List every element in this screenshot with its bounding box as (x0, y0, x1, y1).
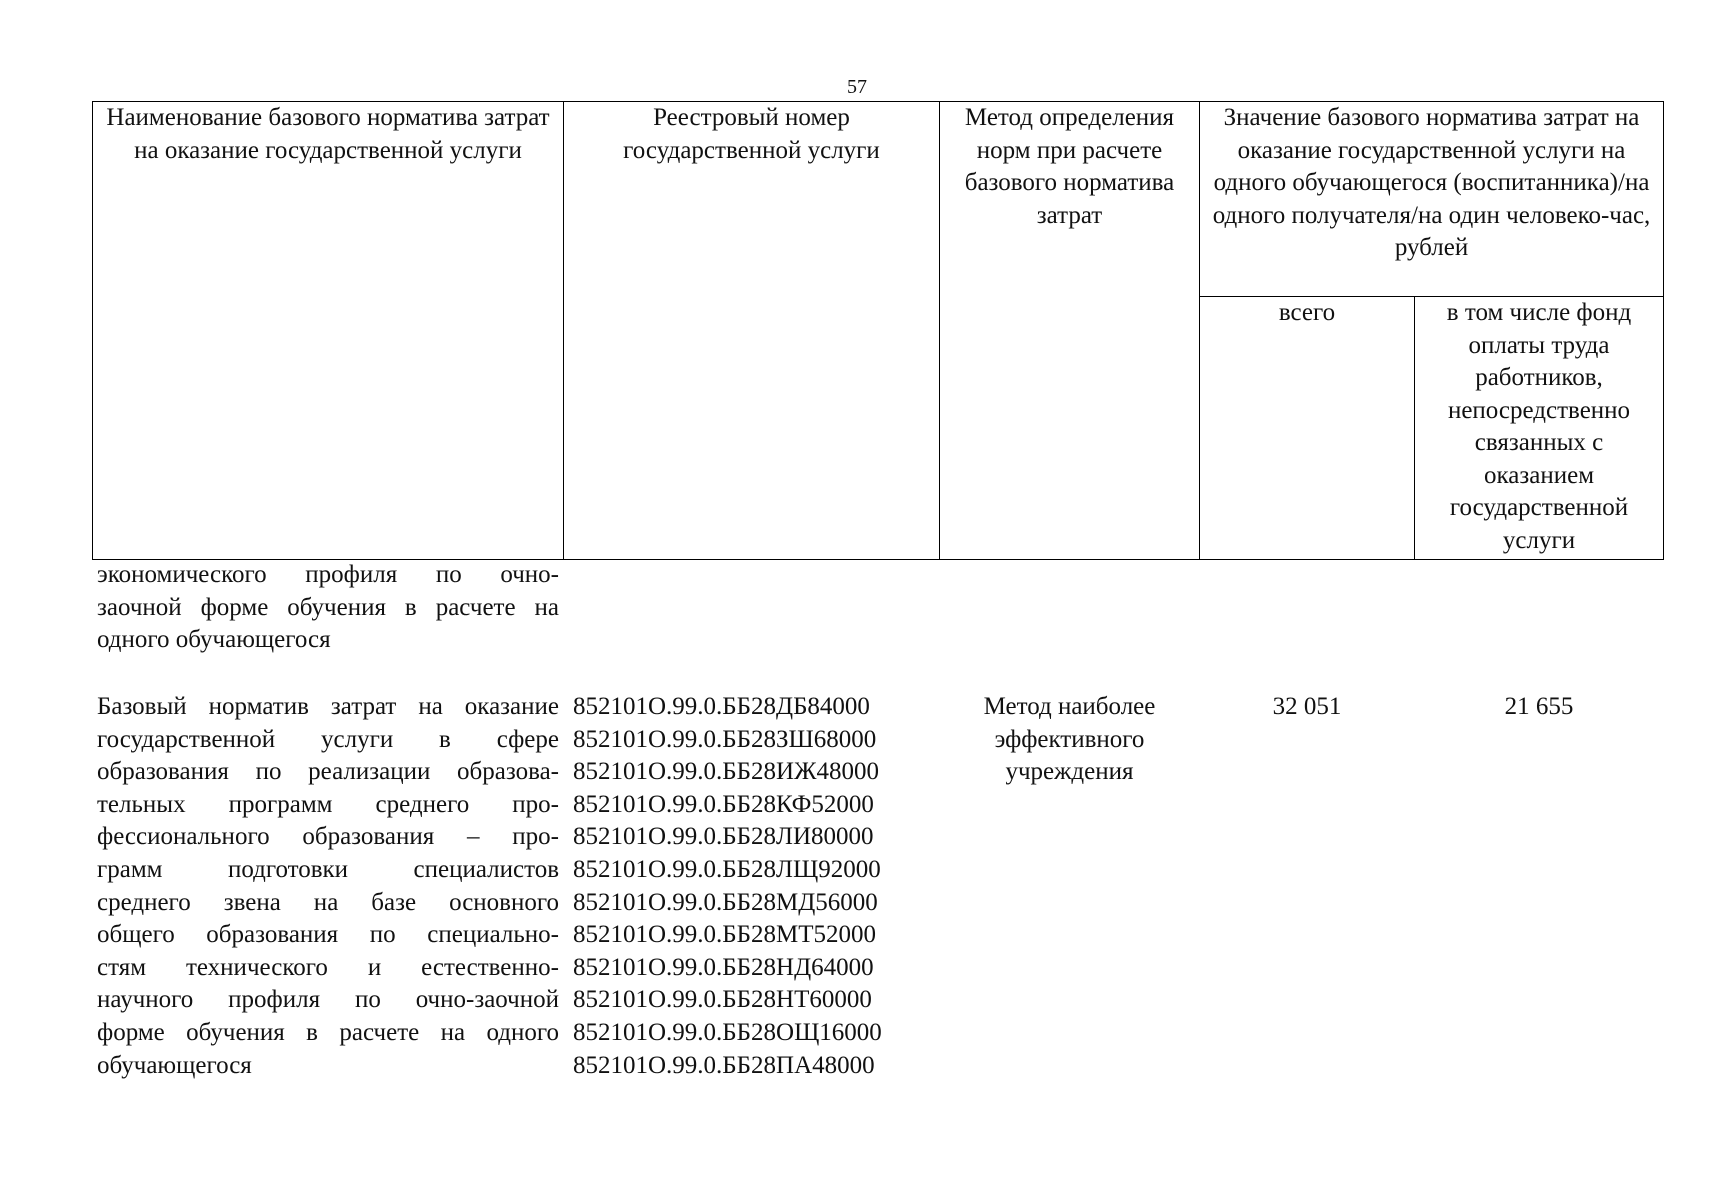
norm-name-line: общего образования по специально- (97, 921, 559, 949)
continuation-text (97, 559, 559, 657)
total-value: 32 051 (1272, 693, 1342, 720)
norm-name-line: обучающегося (97, 1051, 252, 1079)
registry-code: 852101О.99.0.ББ28МТ52000 (573, 921, 877, 949)
norm-name-line: форме обучения в расчете на одного (97, 1018, 559, 1046)
norm-name-line: стям технического и естественно- (97, 953, 559, 981)
method-line: Метод наиболее (983, 693, 1156, 720)
norm-name-cell (97, 691, 559, 1082)
continuation-line: экономического профиля по очно- (97, 561, 559, 588)
continuation-line: заочной форме обучения в расчете на (97, 593, 559, 621)
norm-name-line: образования по реализации образова- (97, 758, 559, 786)
payroll-fund-value: 21 655 (1504, 693, 1574, 720)
method-line: эффективного (994, 725, 1145, 753)
norm-name-line: Базовый норматив затрат на оказание (97, 693, 559, 720)
registry-code: 852101О.99.0.ББ28НД64000 (573, 953, 874, 981)
method-cell (952, 691, 1187, 789)
registry-code: 852101О.99.0.ББ28ЛЩ92000 (573, 855, 881, 883)
header-method: Метод определения норм при расчете базового норматива затрат (940, 102, 1200, 560)
registry-code: 852101О.99.0.ББ28ПА48000 (573, 1051, 875, 1079)
norm-name-line: научного профиля по очно-заочной (97, 986, 559, 1014)
header-payroll-fund: в том числе фонд оплаты труда работников, непосредственно связанных с оказанием государственной услуги (1415, 297, 1664, 560)
header-registry-number: Реестровый номер государственной услуги (564, 102, 940, 560)
registry-code: 852101О.99.0.ББ28МД56000 (573, 888, 878, 916)
header-total: всего (1200, 297, 1415, 560)
norm-name-line: среднего звена на базе основного (97, 888, 559, 916)
registry-code: 852101О.99.0.ББ28НТ60000 (573, 986, 872, 1014)
norm-name-line: тельных программ среднего про- (97, 790, 559, 818)
registry-code: 852101О.99.0.ББ28ДБ84000 (573, 693, 870, 720)
table-header (92, 101, 1664, 560)
continuation-line: одного обучающегося (97, 626, 331, 654)
registry-code: 852101О.99.0.ББ28ИЖ48000 (573, 758, 879, 786)
registry-code: 852101О.99.0.ББ28ЛИ80000 (573, 823, 874, 851)
header-norm-value: Значение базового норматива затрат на оказание государственной услуги на одного обучающегося (воспитанника)/на одного получателя/на один человеко-час, рублей (1200, 102, 1664, 297)
norm-name-line: грамм подготовки специалистов (97, 855, 559, 883)
header-service-name: Наименование базового норматива затрат на оказание государственной услуги (93, 102, 564, 560)
norm-name-line: государственной услуги в сфере (97, 725, 559, 753)
registry-codes-cell (573, 691, 933, 1082)
norm-name-line: фессионального образования – про- (97, 823, 559, 851)
registry-code: 852101О.99.0.ББ28КФ52000 (573, 790, 874, 818)
registry-code: 852101О.99.0.ББ28ОЩ16000 (573, 1018, 882, 1046)
registry-code: 852101О.99.0.ББ28ЗШ68000 (573, 725, 877, 753)
method-line: учреждения (1005, 758, 1134, 786)
page-number: 57 (847, 76, 867, 98)
